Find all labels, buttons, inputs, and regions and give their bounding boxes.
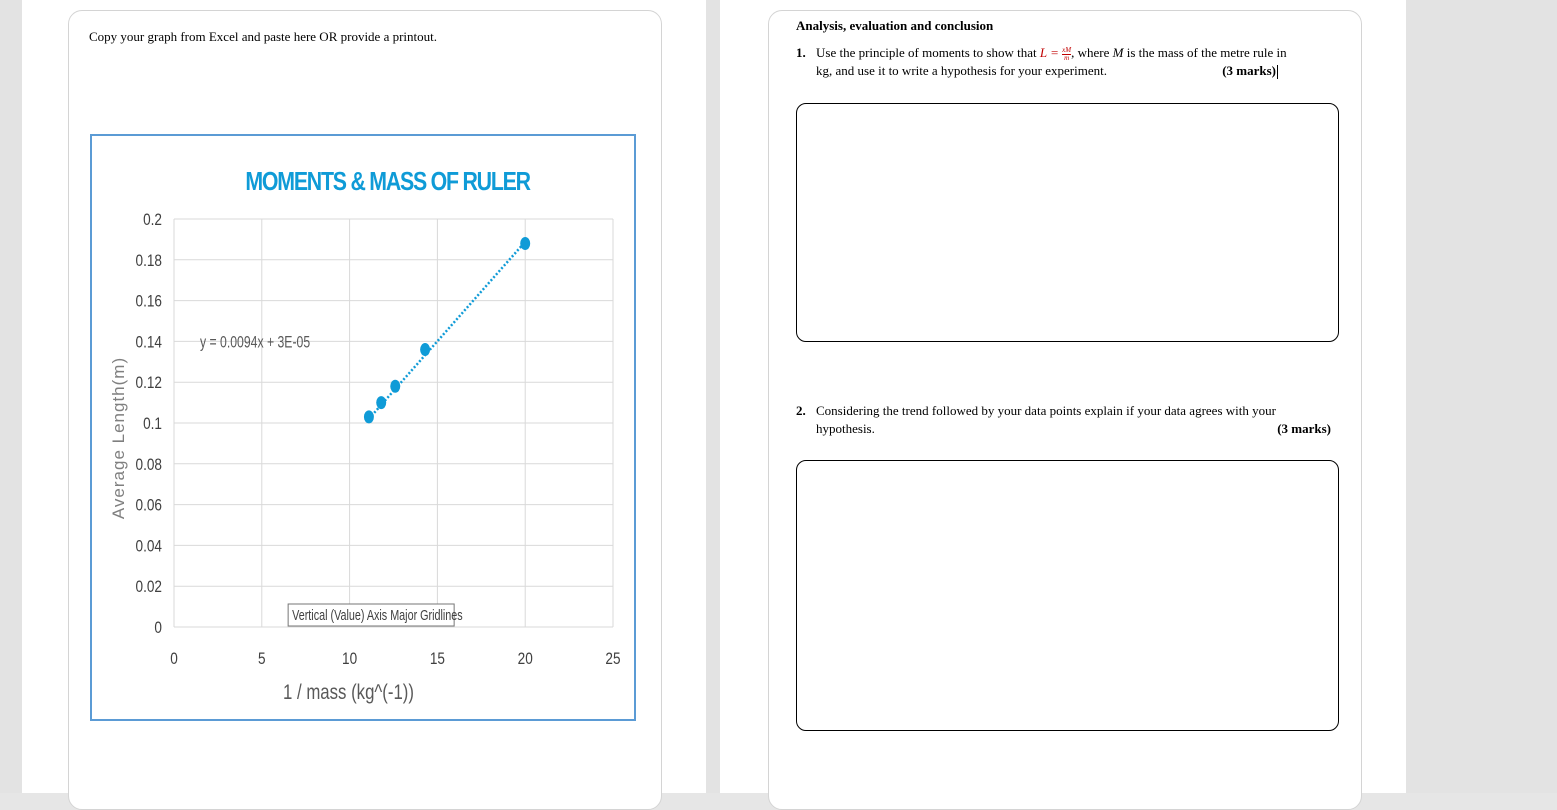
question-2-marks: (3 marks) <box>1277 421 1331 436</box>
formula-numerator: xM <box>1062 45 1072 54</box>
answer-box-1[interactable] <box>796 103 1339 342</box>
question-2-line2: hypothesis. <box>816 421 875 436</box>
question-2-line1: Considering the trend followed by your data points explain if your data agrees with your <box>816 403 1276 418</box>
question-1-marks[interactable]: (3 marks) <box>1222 63 1276 78</box>
y-tick-label: 0 <box>154 618 162 638</box>
y-tick-label: 0.18 <box>135 251 162 271</box>
page-separator <box>706 0 720 793</box>
y-tick-label: 0.16 <box>135 292 162 312</box>
y-tick-label: 0.12 <box>135 373 162 393</box>
x-tick-label: 25 <box>605 649 621 669</box>
data-point[interactable] <box>376 396 386 409</box>
x-tick-label: 10 <box>342 649 358 669</box>
y-tick-label: 0.14 <box>135 333 162 352</box>
variable-m: M <box>1112 45 1124 60</box>
x-tick-label: 15 <box>429 649 445 669</box>
y-tick-label: 0.02 <box>135 577 162 597</box>
y-tick-label: 0.08 <box>135 455 162 475</box>
right-gutter <box>1406 0 1557 793</box>
x-axis-label: 1 / mass (kg^(-1)) <box>283 681 414 705</box>
data-point[interactable] <box>390 380 400 393</box>
trendline[interactable] <box>369 242 525 419</box>
chart-object[interactable] <box>90 134 636 721</box>
graph-instruction: Copy your graph from Excel and paste here OR provide a printout. <box>89 29 438 44</box>
data-point[interactable] <box>420 343 430 356</box>
formula-denominator: m <box>1064 53 1070 62</box>
data-point[interactable] <box>364 410 374 423</box>
answer-box-2[interactable] <box>796 460 1339 731</box>
right-page[interactable] <box>768 10 1362 810</box>
trendline-equation[interactable]: y = 0.0094x + 3E-05 <box>200 333 311 352</box>
formula-fraction <box>1062 47 1071 62</box>
x-tick-label: 0 <box>170 649 178 669</box>
question-1-text-a: Use the principle of moments to show that <box>816 45 1037 60</box>
chart-plot[interactable] <box>92 136 634 719</box>
x-tick-label: 5 <box>258 649 266 669</box>
question-2-number: 2. <box>796 403 806 418</box>
gridline-tooltip: Vertical (Value) Axis Major Gridlines <box>292 606 463 624</box>
chart-title[interactable]: MOMENTS & MASS OF RULER <box>245 166 530 196</box>
y-tick-label: 0.1 <box>143 414 162 434</box>
y-tick-label: 0.04 <box>135 537 162 556</box>
y-tick-label: 0.2 <box>143 210 162 230</box>
y-tick-label: 0.06 <box>135 496 162 516</box>
question-1-text-c: is the mass of the metre rule in <box>1126 45 1287 60</box>
data-point[interactable] <box>520 237 530 250</box>
formula-lhs: L = <box>1039 45 1059 60</box>
left-gutter <box>0 0 22 793</box>
question-1-number: 1. <box>796 45 806 60</box>
question-1 <box>796 44 1308 80</box>
text-cursor <box>1277 65 1278 79</box>
left-page[interactable] <box>68 10 662 810</box>
question-2 <box>796 402 1331 438</box>
question-1-line2: kg, and use it to write a hypothesis for your experiment. <box>816 63 1107 78</box>
x-tick-label: 20 <box>517 649 533 669</box>
y-axis-label: Average Length(m) <box>109 356 128 520</box>
question-1-text-b: , where <box>1071 45 1110 60</box>
section-heading: Analysis, evaluation and conclusion <box>796 18 994 33</box>
